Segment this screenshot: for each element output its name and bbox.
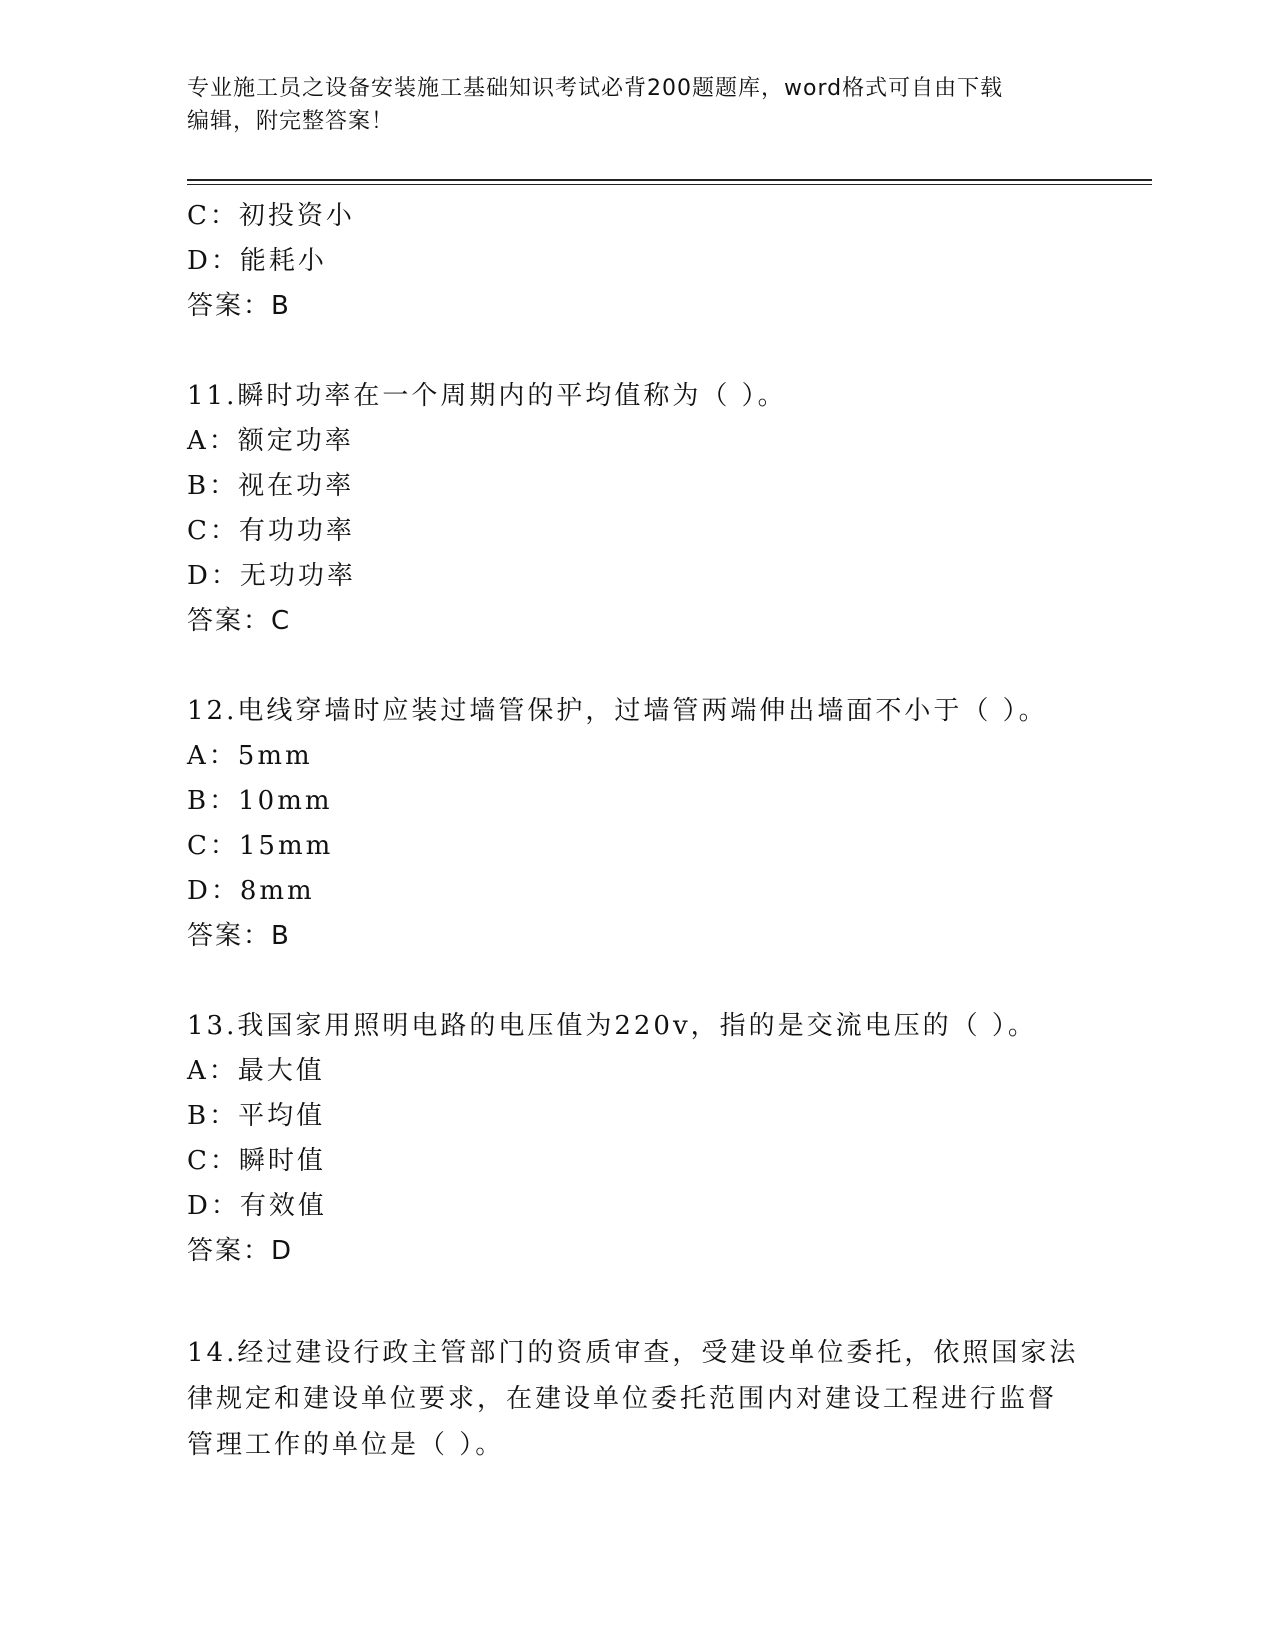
header-divider-bottom [187, 184, 1152, 185]
q11-option-d: D：无功功率 [187, 561, 356, 591]
q13-stem: 13.我国家用照明电路的电压值为220v，指的是交流电压的（ ）。 [187, 1011, 1037, 1041]
document-header [187, 72, 1087, 138]
q12-option-d: D：8mm [187, 876, 315, 906]
q13-option-b: B：平均值 [187, 1101, 326, 1131]
q11-answer: 答案：C [187, 606, 292, 636]
header-divider-top [187, 179, 1152, 181]
q13-option-d: D：有效值 [187, 1191, 327, 1221]
q13-answer: 答案：D [187, 1236, 294, 1266]
q14-stem-line-3: 管理工作的单位是（ ）。 [187, 1430, 505, 1460]
q11-option-a: A：额定功率 [187, 426, 354, 456]
q14-stem-line-1: 14.经过建设行政主管部门的资质审查，受建设单位委托，依照国家法 [187, 1338, 1079, 1368]
q10-option-d: D：能耗小 [187, 246, 327, 276]
q14-stem [187, 1330, 1087, 1468]
q11-stem: 11.瞬时功率在一个周期内的平均值称为（ ）。 [187, 381, 787, 411]
q10-answer: 答案：B [187, 291, 291, 321]
q10-option-c: C：初投资小 [187, 201, 355, 231]
header-title-line-1: 专业施工员之设备安装施工基础知识考试必背200题题库，word格式可自由下载 [187, 76, 1004, 101]
q11-option-c: C：有功功率 [187, 516, 355, 546]
header-title-line-2: 编辑，附完整答案！ [187, 109, 395, 134]
q12-option-a: A：5mm [187, 741, 313, 771]
q12-stem: 12.电线穿墙时应装过墙管保护，过墙管两端伸出墙面不小于（ ）。 [187, 696, 1048, 726]
q13-option-c: C：瞬时值 [187, 1146, 326, 1176]
q14-stem-line-2: 律规定和建设单位要求，在建设单位委托范围内对建设工程进行监督 [187, 1384, 1058, 1414]
q12-answer: 答案：B [187, 921, 291, 951]
q12-option-b: B：10mm [187, 786, 333, 816]
q11-option-b: B：视在功率 [187, 471, 355, 501]
q13-option-a: A：最大值 [187, 1056, 325, 1086]
q12-option-c: C：15mm [187, 831, 334, 861]
